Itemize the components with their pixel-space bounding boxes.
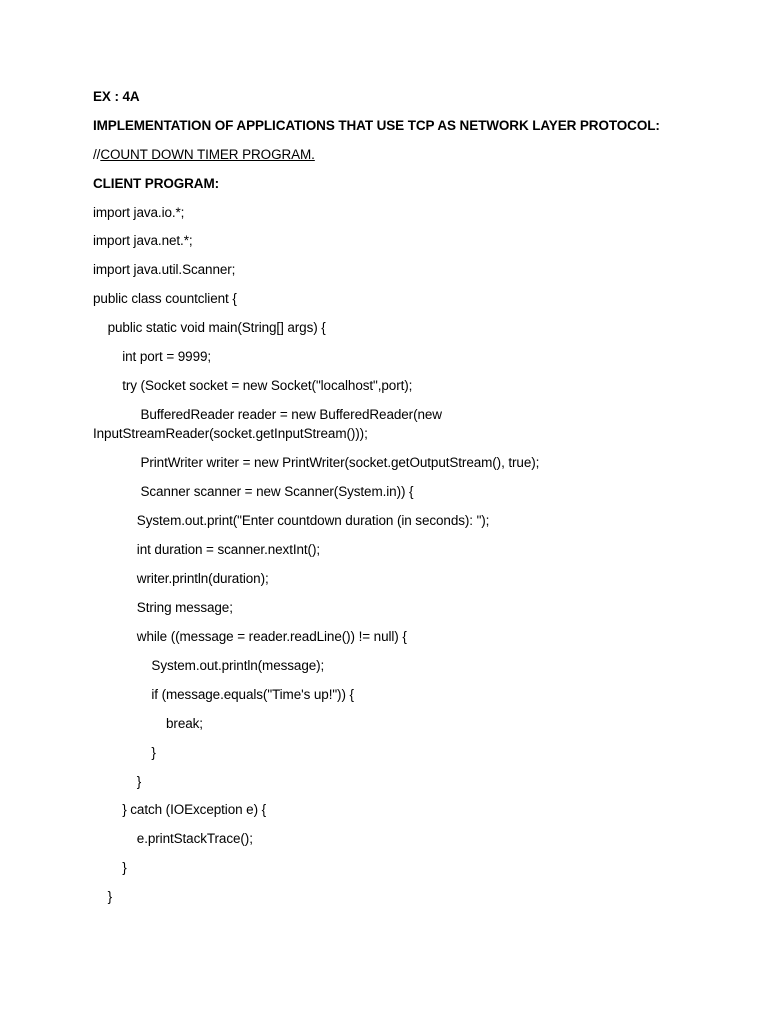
code-line: String message; <box>93 600 233 615</box>
code-line: e.printStackTrace(); <box>93 831 253 846</box>
code-line: System.out.print("Enter countdown duration (in seconds): "); <box>93 513 490 528</box>
program-comment <box>93 145 315 164</box>
code-line: public static void main(String[] args) { <box>93 320 326 335</box>
code-line: BufferedReader reader = new BufferedReader(new <box>93 407 442 422</box>
code-line: break; <box>93 716 203 731</box>
code-line: import java.io.*; <box>93 205 185 220</box>
code-line: } <box>93 889 113 904</box>
code-line: int duration = scanner.nextInt(); <box>93 542 320 557</box>
code-line: if (message.equals("Time's up!")) { <box>93 687 354 702</box>
code-line: try (Socket socket = new Socket("localhost",port); <box>93 378 413 393</box>
code-line: } catch (IOException e) { <box>93 802 267 817</box>
code-line: Scanner scanner = new Scanner(System.in)) { <box>93 484 414 499</box>
code-line: import java.net.*; <box>93 233 193 248</box>
code-line: System.out.println(message); <box>93 658 325 673</box>
code-line: } <box>93 745 156 760</box>
code-line: } <box>93 860 127 875</box>
code-line: public class countclient { <box>93 291 237 306</box>
exercise-label: EX : 4A <box>93 89 140 104</box>
code-line: writer.println(duration); <box>93 571 269 586</box>
document-heading: IMPLEMENTATION OF APPLICATIONS THAT USE TCP AS NETWORK LAYER PROTOCOL: <box>93 118 660 133</box>
comment-title: COUNT DOWN TIMER PROGRAM. <box>100 147 315 162</box>
code-line: int port = 9999; <box>93 349 212 364</box>
section-label: CLIENT PROGRAM: <box>93 176 219 191</box>
code-line: while ((message = reader.readLine()) != null) { <box>93 629 407 644</box>
comment-prefix: // <box>93 147 101 162</box>
code-line: import java.util.Scanner; <box>93 262 236 277</box>
code-line: } <box>93 774 142 789</box>
code-line: InputStreamReader(socket.getInputStream())); <box>93 426 368 441</box>
code-line: PrintWriter writer = new PrintWriter(socket.getOutputStream(), true); <box>93 455 540 470</box>
